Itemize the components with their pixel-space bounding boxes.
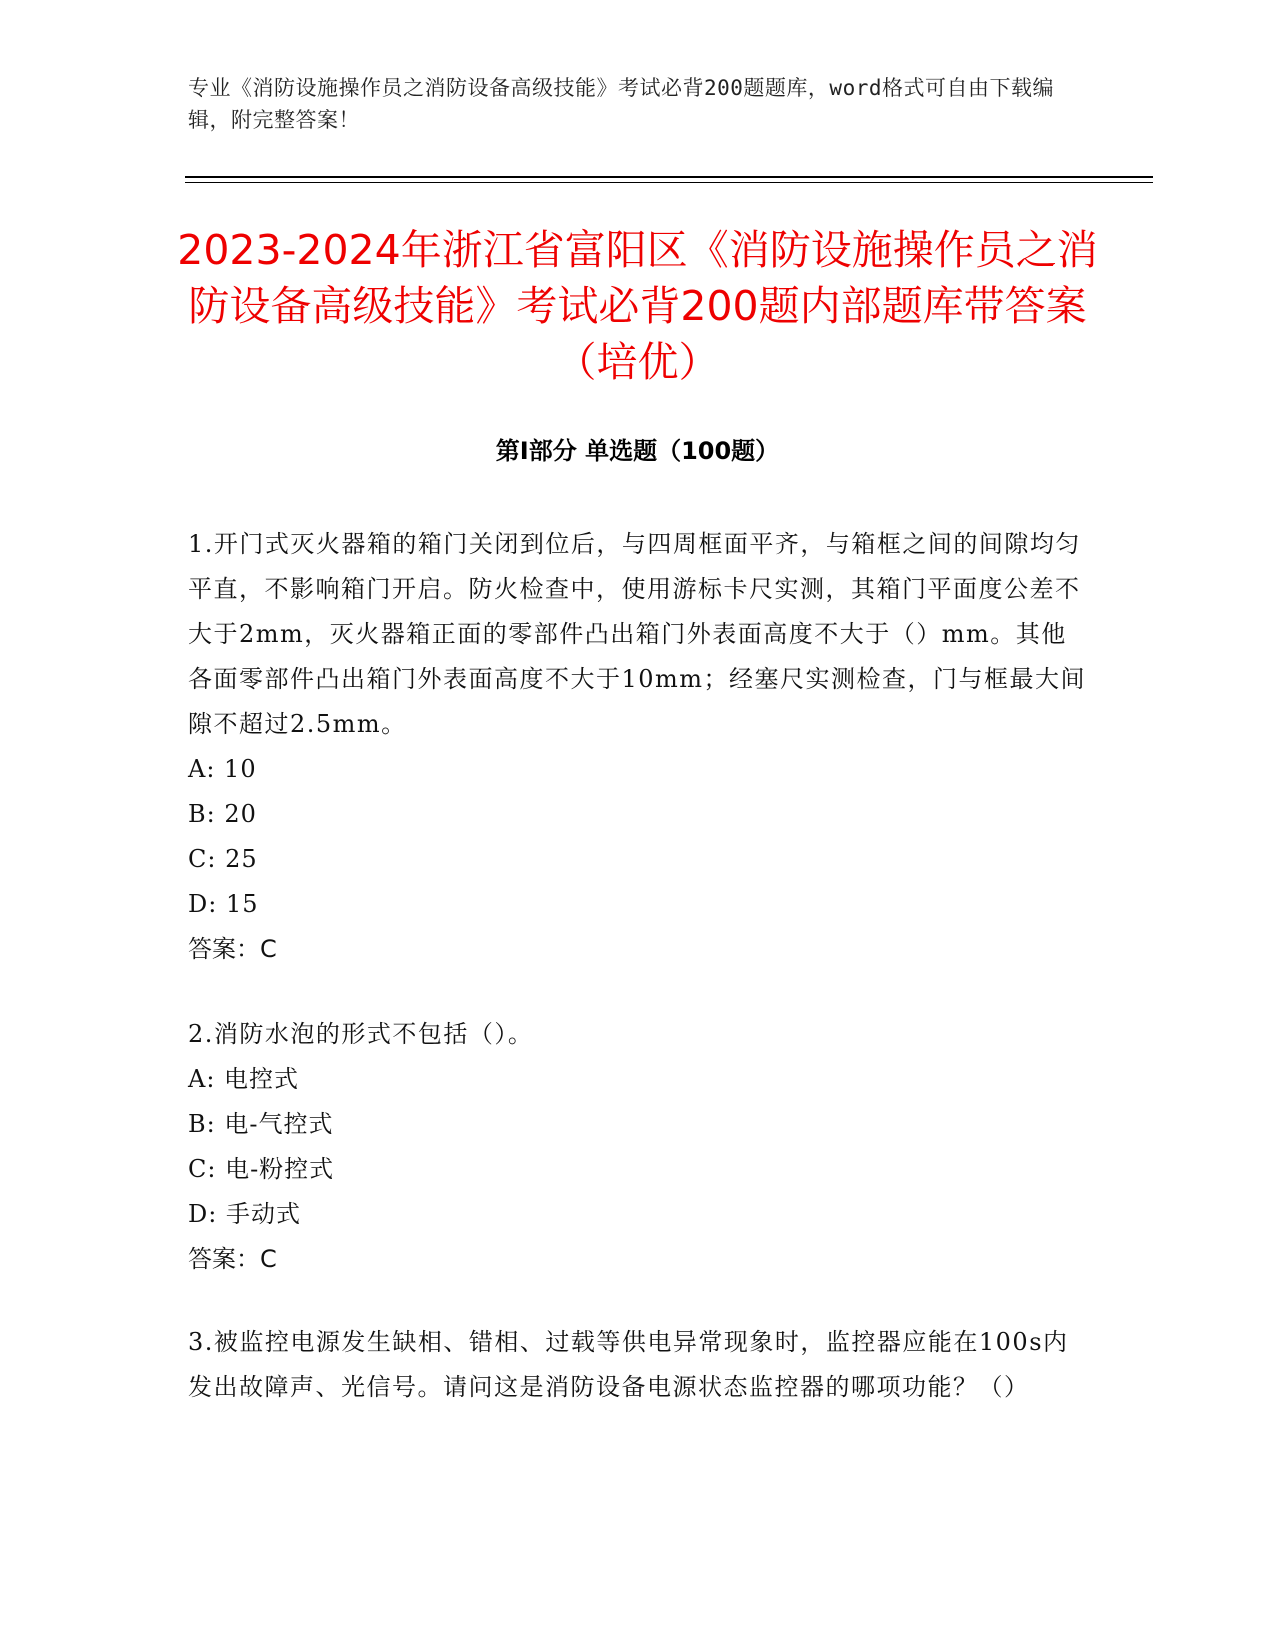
option-d: D: 15	[188, 890, 259, 918]
question-stem: 2.消防水泡的形式不包括（）。	[188, 1020, 534, 1048]
option-b: B: 电-气控式	[188, 1110, 334, 1138]
question-2	[188, 1012, 1088, 1282]
header-divider-thin	[185, 182, 1153, 183]
option-a: A: 电控式	[188, 1065, 300, 1093]
header-note: 专业《消防设施操作员之消防设备高级技能》考试必背200题题库，word格式可自由下载编辑，附完整答案！	[188, 76, 1054, 132]
option-d: D: 手动式	[188, 1200, 301, 1228]
answer: 答案：C	[188, 935, 277, 963]
header-divider-thick	[185, 176, 1153, 178]
section-title: 第Ⅰ部分 单选题（100题）	[495, 437, 780, 465]
question-1	[188, 522, 1088, 972]
question-stem: 1.开门式灭火器箱的箱门关闭到位后，与四周框面平齐，与箱框之间的间隙均匀平直，不影响箱门开启。防火检查中，使用游标卡尺实测，其箱门平面度公差不大于2mm，灭火器箱正面的零部件凸出箱门外表面高度不大于（）mm。其他各面零部件凸出箱门外表面高度不大于10mm；经塞尺实测检查，门与框最大间隙不超过2.5mm。	[188, 530, 1087, 738]
question-stem: 3.被监控电源发生缺相、错相、过载等供电异常现象时，监控器应能在100s内发出故障声、光信号。请问这是消防设备电源状态监控器的哪项功能？（）	[188, 1328, 1069, 1401]
option-a: A: 10	[188, 755, 257, 783]
question-3	[188, 1320, 1088, 1410]
option-b: B: 20	[188, 800, 257, 828]
option-c: C: 电-粉控式	[188, 1155, 335, 1183]
option-c: C: 25	[188, 845, 258, 873]
document-title: 2023-2024年浙江省富阳区《消防设施操作员之消防设备高级技能》考试必背200题内部题库带答案（培优）	[177, 226, 1098, 386]
answer: 答案：C	[188, 1245, 277, 1273]
